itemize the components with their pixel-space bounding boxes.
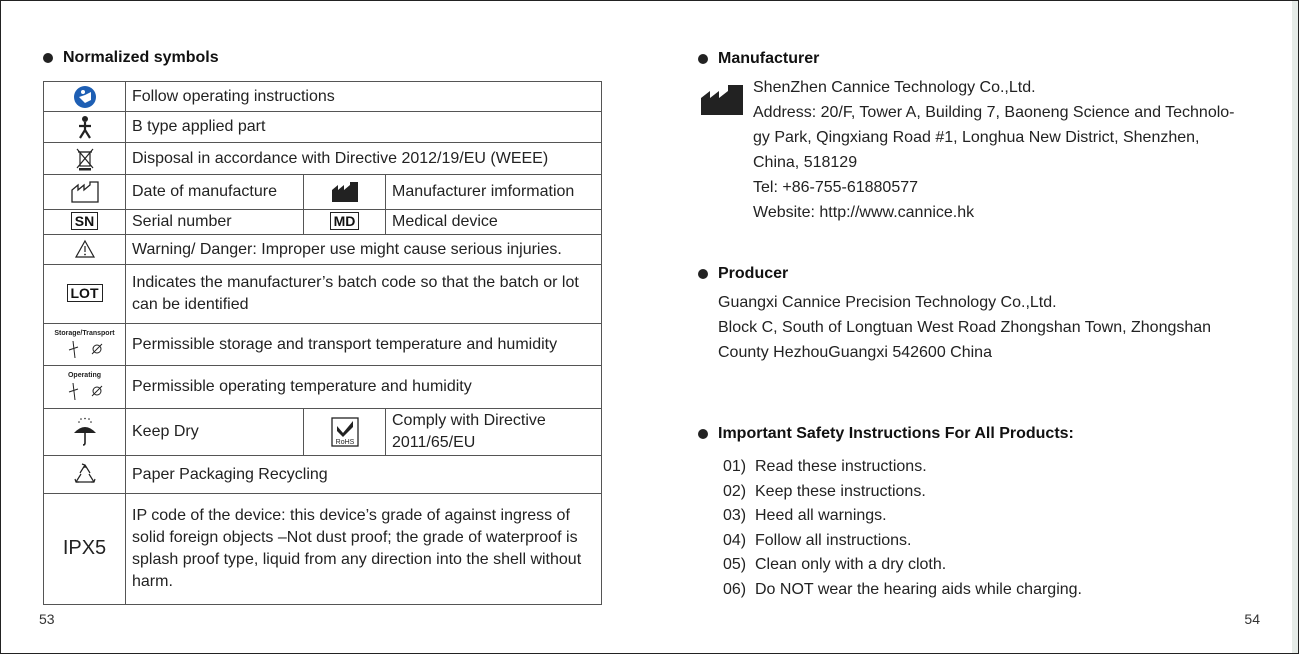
manufacturer-heading: Manufacturer bbox=[698, 50, 819, 68]
list-item: 01) Read these instructions. bbox=[723, 458, 927, 475]
rohs-label: RoHS bbox=[335, 439, 354, 446]
manufacturer-factory-icon bbox=[330, 180, 360, 204]
page-number-left: 53 bbox=[39, 611, 55, 627]
row-ip-code: IP code of the device: this device’s grade of against ingress of solid foreign objects –Not dust proof; the grade of waterproof is splash proof type, liquid from any direction into the shell without harm. bbox=[126, 494, 602, 605]
storage-transport-label: Storage/Transport bbox=[54, 329, 115, 337]
date-of-manufacture-icon bbox=[70, 180, 100, 204]
b-type-person-icon bbox=[75, 115, 95, 139]
table-row bbox=[44, 494, 602, 605]
md-symbol: MD bbox=[330, 212, 360, 230]
row-warning: Warning/ Danger: Improper use might cause serious injuries. bbox=[126, 235, 602, 265]
safety-heading: Important Safety Instructions For All Products: bbox=[698, 425, 1074, 443]
bullet-dot bbox=[698, 269, 708, 279]
row-operating: Permissible operating temperature and humidity bbox=[126, 366, 602, 409]
bullet-dot bbox=[698, 54, 708, 64]
weee-bin-icon bbox=[75, 147, 95, 171]
table-row bbox=[44, 82, 602, 112]
table-row bbox=[44, 265, 602, 324]
bullet-dot bbox=[43, 53, 53, 63]
row-rohs: Comply with Directive 2011/65/EU bbox=[386, 409, 602, 456]
manufacturer-line: China, 518129 bbox=[753, 154, 858, 171]
follow-instructions-icon bbox=[73, 85, 97, 109]
row-medical-device: Medical device bbox=[386, 210, 602, 235]
table-row bbox=[44, 235, 602, 265]
row-serial-number: Serial number bbox=[126, 210, 304, 235]
warning-triangle-icon bbox=[74, 239, 96, 259]
producer-line: County HezhouGuangxi 542600 China bbox=[718, 344, 992, 361]
rohs-check-icon bbox=[331, 417, 359, 447]
operating-temperature-humidity-icon bbox=[60, 380, 110, 402]
temperature-humidity-icon bbox=[60, 338, 110, 360]
table-row bbox=[44, 175, 602, 210]
recycling-icon bbox=[72, 462, 98, 488]
manufacturer-line: gy Park, Qingxiang Road #1, Longhua New District, Shenzhen, bbox=[753, 129, 1200, 146]
producer-address-block bbox=[718, 290, 1258, 365]
producer-heading: Producer bbox=[698, 265, 788, 283]
operating-label: Operating bbox=[67, 372, 102, 380]
row-keep-dry: Keep Dry bbox=[126, 409, 304, 456]
table-row bbox=[44, 366, 602, 409]
table-row bbox=[44, 112, 602, 143]
keep-dry-umbrella-icon bbox=[72, 417, 98, 447]
normalized-symbols-heading: Normalized symbols bbox=[43, 49, 219, 67]
row-manufacturer-info: Manufacturer imformation bbox=[386, 175, 602, 210]
table-row bbox=[44, 409, 602, 456]
left-page bbox=[0, 0, 650, 654]
manufacturer-tel: Tel: +86-755-61880577 bbox=[753, 179, 919, 196]
table-row bbox=[44, 143, 602, 175]
list-item: 03) Heed all warnings. bbox=[723, 507, 887, 524]
row-storage: Permissible storage and transport temperature and humidity bbox=[126, 324, 602, 366]
row-lot: Indicates the manufacturer’s batch code so that the batch or lot can be identified bbox=[126, 265, 602, 324]
row-date-of-manufacture: Date of manufacture bbox=[126, 175, 304, 210]
safety-instructions-list bbox=[723, 455, 1082, 602]
producer-line: Guangxi Cannice Precision Technology Co.,Ltd. bbox=[718, 294, 1057, 311]
lot-symbol: LOT bbox=[67, 284, 103, 302]
list-item: 02) Keep these instructions. bbox=[723, 482, 926, 500]
manufacturer-factory-icon bbox=[700, 84, 744, 116]
page-number-right: 54 bbox=[1244, 611, 1260, 627]
row-disposal: Disposal in accordance with Directive 2012/19/EU (WEEE) bbox=[126, 143, 602, 175]
manufacturer-line: Address: 20/F, Tower A, Building 7, Baoneng Science and Technolo- bbox=[753, 104, 1235, 121]
bullet-dot bbox=[698, 429, 708, 439]
table-row bbox=[44, 324, 602, 366]
symbols-table bbox=[43, 81, 602, 605]
ipx5-symbol: IPX5 bbox=[62, 537, 107, 559]
list-item: 06) Do NOT wear the hearing aids while charging. bbox=[723, 580, 1082, 598]
row-follow-instructions: Follow operating instructions bbox=[126, 82, 602, 112]
producer-line: Block C, South of Longtuan West Road Zhongshan Town, Zhongshan bbox=[718, 319, 1212, 336]
table-row bbox=[44, 456, 602, 494]
manufacturer-line: ShenZhen Cannice Technology Co.,Ltd. bbox=[753, 79, 1036, 96]
manufacturer-address-block bbox=[753, 75, 1273, 225]
list-item: 05) Clean only with a dry cloth. bbox=[723, 556, 947, 573]
list-item: 04) Follow all instructions. bbox=[723, 531, 912, 549]
row-recycling: Paper Packaging Recycling bbox=[126, 456, 602, 494]
manufacturer-website: Website: http://www.cannice.hk bbox=[753, 204, 975, 221]
table-row bbox=[44, 210, 602, 235]
sn-symbol: SN bbox=[71, 212, 98, 230]
row-b-type: B type applied part bbox=[126, 112, 602, 143]
